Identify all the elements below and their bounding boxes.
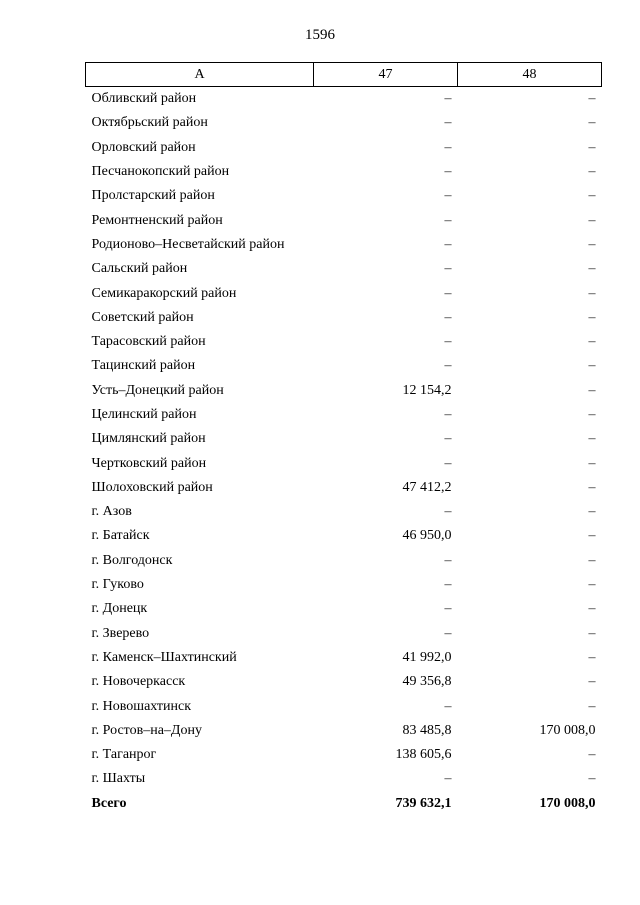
row-value-48-cell: – (588, 285, 596, 301)
row-name-cell: Цимлянский район (91, 431, 206, 447)
table-row (86, 379, 602, 403)
row-value-48-cell: – (588, 649, 596, 665)
row-value-48-cell: – (588, 504, 596, 520)
row-value-48-cell: – (588, 382, 596, 398)
table-row (86, 403, 602, 427)
row-name-cell: Сальский район (91, 261, 188, 277)
row-value-48-cell: – (588, 358, 596, 374)
row-value-48-cell: – (588, 552, 596, 568)
table-row (86, 354, 602, 378)
row-value-48-cell: – (588, 212, 596, 228)
table-row (86, 306, 602, 330)
row-name-cell: Семикаракорский район (91, 285, 237, 301)
row-value-48-cell: – (588, 431, 596, 447)
row-name-cell: Пролстарский район (91, 188, 215, 204)
column-header-47: 47 (314, 63, 458, 87)
row-value-48-cell: – (588, 139, 596, 155)
row-name-cell: Шолоховский район (91, 479, 213, 495)
table-row (86, 524, 602, 548)
row-value-47-cell: 83 485,8 (402, 722, 452, 738)
row-name-cell: г. Ростов–на–Дону (91, 722, 202, 738)
row-name-cell: Усть–Донецкий район (91, 382, 224, 398)
row-name-cell: Обливский район (91, 91, 197, 107)
row-value-47-cell: 138 605,6 (395, 747, 452, 763)
total-row (86, 792, 602, 816)
row-name-cell: г. Батайск (91, 528, 150, 544)
row-name-cell: г. Новошахтинск (91, 698, 192, 714)
row-value-48-cell: – (588, 334, 596, 350)
row-value-47-cell: – (444, 504, 452, 520)
row-value-47-cell: – (444, 698, 452, 714)
row-value-48-cell: – (588, 236, 596, 252)
table-row (86, 427, 602, 451)
row-value-48-cell: – (588, 309, 596, 325)
row-name-cell: г. Донецк (91, 601, 148, 617)
total-value-48-cell: 170 008,0 (539, 795, 596, 811)
row-value-48-cell: – (588, 455, 596, 471)
row-name-cell: г. Волгодонск (91, 552, 173, 568)
row-name-cell: г. Гуково (91, 577, 144, 593)
row-name-cell: Советский район (91, 309, 194, 325)
budget-table (85, 62, 602, 816)
table-row (86, 111, 602, 135)
table-row (86, 719, 602, 743)
row-value-47-cell: – (444, 552, 452, 568)
row-name-cell: г. Таганрог (91, 747, 157, 763)
row-value-48-cell: – (588, 115, 596, 131)
row-value-48-cell: – (588, 771, 596, 787)
row-value-47-cell: 46 950,0 (402, 528, 452, 544)
row-value-47-cell: – (444, 431, 452, 447)
row-value-48-cell: – (588, 577, 596, 593)
table-row (86, 208, 602, 232)
row-value-48-cell: 170 008,0 (539, 722, 596, 738)
table-row (86, 549, 602, 573)
row-name-cell: Тацинский район (91, 358, 196, 374)
row-name-cell: Родионово–Несветайский район (91, 236, 285, 252)
table-row (86, 670, 602, 694)
row-name-cell: Тарасовский район (91, 334, 206, 350)
table-row (86, 573, 602, 597)
row-value-48-cell: – (588, 674, 596, 690)
row-value-48-cell: – (588, 601, 596, 617)
row-value-48-cell: – (588, 164, 596, 180)
table-row (86, 160, 602, 184)
table-row (86, 257, 602, 281)
row-value-48-cell: – (588, 747, 596, 763)
row-value-47-cell: – (444, 285, 452, 301)
table-header-row (86, 63, 602, 87)
row-value-48-cell: – (588, 261, 596, 277)
row-name-cell: Чертковский район (91, 455, 207, 471)
table-row (86, 646, 602, 670)
table-row (86, 476, 602, 500)
row-value-47-cell: – (444, 309, 452, 325)
row-value-47-cell: – (444, 625, 452, 641)
table-row (86, 694, 602, 718)
table-row (86, 767, 602, 791)
row-value-47-cell: – (444, 358, 452, 374)
row-name-cell: г. Зверево (91, 625, 150, 641)
row-value-47-cell: 12 154,2 (402, 382, 452, 398)
row-name-cell: Песчанокопский район (91, 164, 230, 180)
row-name-cell: г. Шахты (91, 771, 146, 787)
row-value-47-cell: – (444, 261, 452, 277)
row-value-48-cell: – (588, 528, 596, 544)
row-name-cell: Октябрьский район (91, 115, 208, 131)
row-value-47-cell: – (444, 407, 452, 422)
row-value-47-cell: – (444, 188, 452, 204)
row-value-47-cell: – (444, 577, 452, 593)
column-header-a: А (86, 63, 314, 87)
row-value-47-cell: 47 412,2 (402, 479, 452, 495)
row-value-47-cell: – (444, 91, 452, 107)
table-row (86, 451, 602, 475)
table-row (86, 597, 602, 621)
row-value-48-cell: – (588, 91, 596, 107)
row-value-47-cell: – (444, 212, 452, 228)
row-name-cell: Ремонтненский район (91, 212, 223, 228)
row-value-47-cell: – (444, 236, 452, 252)
table-body (86, 87, 602, 816)
table-row (86, 743, 602, 767)
row-value-47-cell: – (444, 771, 452, 787)
total-value-47-cell: 739 632,1 (395, 795, 452, 811)
table-row (86, 500, 602, 524)
row-name-cell: Орловский район (91, 139, 196, 155)
row-name-cell: Целинский район (91, 407, 197, 422)
row-value-48-cell: – (588, 407, 596, 422)
row-value-48-cell: – (588, 625, 596, 641)
table-row (86, 281, 602, 305)
row-name-cell: г. Каменск–Шахтинский (91, 649, 237, 665)
column-header-48: 48 (458, 63, 602, 87)
row-value-47-cell: – (444, 455, 452, 471)
table-row (86, 622, 602, 646)
table-row (86, 330, 602, 354)
row-value-48-cell: – (588, 698, 596, 714)
row-value-47-cell: 41 992,0 (402, 649, 452, 665)
row-value-48-cell: – (588, 479, 596, 495)
table-row (86, 233, 602, 257)
table-row (86, 87, 602, 112)
row-value-48-cell: – (588, 188, 596, 204)
row-value-47-cell: – (444, 334, 452, 350)
row-name-cell: г. Новочеркасск (91, 674, 186, 690)
row-value-47-cell: – (444, 115, 452, 131)
row-name-cell: г. Азов (91, 504, 132, 520)
total-label-cell: Всего (91, 795, 127, 811)
row-value-47-cell: 49 356,8 (402, 674, 452, 690)
table-row (86, 184, 602, 208)
table-row (86, 136, 602, 160)
row-value-47-cell: – (444, 139, 452, 155)
row-value-47-cell: – (444, 164, 452, 180)
row-value-47-cell: – (444, 601, 452, 617)
page-number: 1596 (305, 27, 335, 43)
